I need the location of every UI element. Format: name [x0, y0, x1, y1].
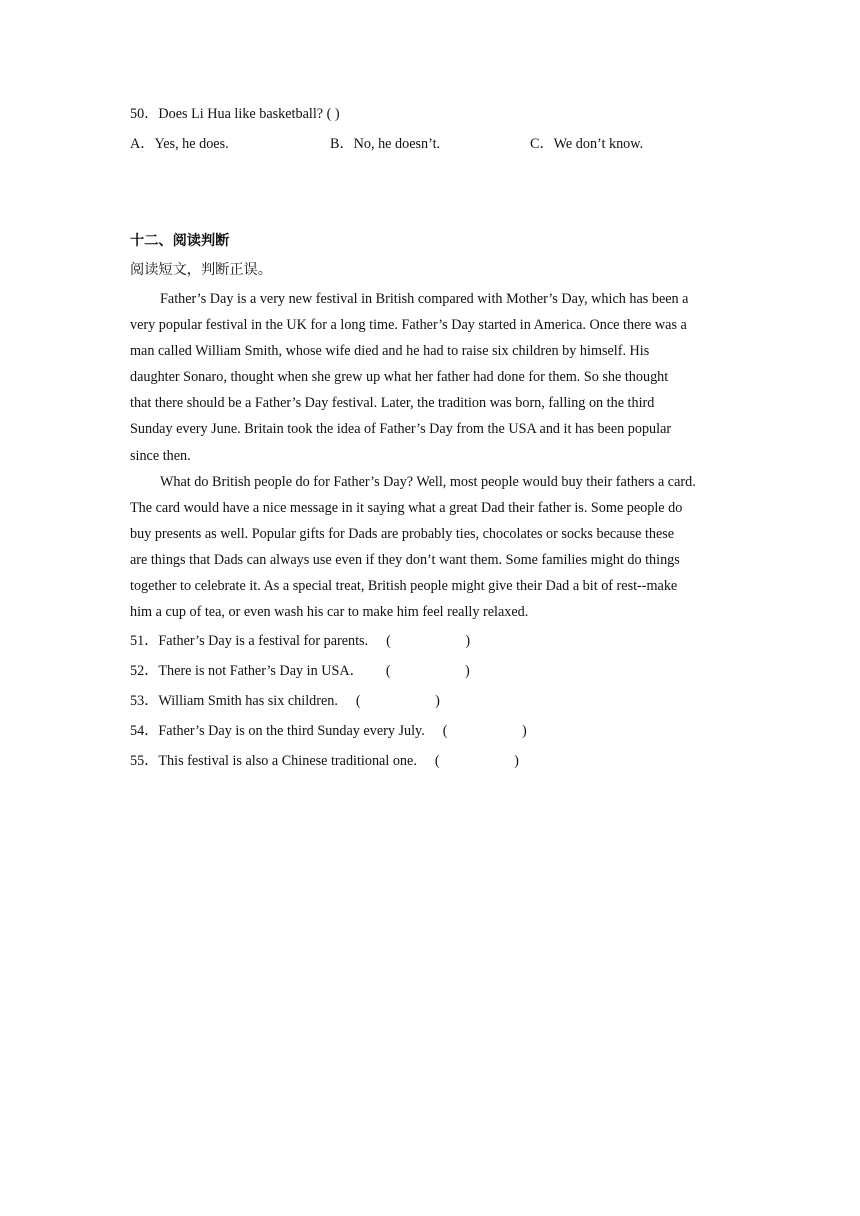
- passage-line: are things that Dads can always use even if they don’t want them. Some families might do things: [130, 552, 680, 569]
- question-53: [130, 691, 440, 711]
- passage-line: that there should be a Father’s Day festival. Later, the tradition was born, falling on the third: [130, 395, 655, 412]
- answer-blank[interactable]: ( ): [434, 753, 519, 769]
- question-number: 54．: [130, 723, 159, 739]
- passage-line: since then.: [130, 447, 191, 464]
- option-a-text: Yes, he does.: [154, 136, 229, 152]
- question-number: 51．: [130, 633, 159, 649]
- option-a: [130, 134, 229, 154]
- passage-line: Father’s Day is a very new festival in British compared with Mother’s Day, which has been a: [160, 291, 689, 307]
- passage-line: him a cup of tea, or even wash his car to make him feel really relaxed.: [130, 604, 529, 621]
- question-50-number: 50．: [130, 106, 159, 122]
- question-50-text: Does Li Hua like basketball? ( ): [158, 106, 340, 122]
- question-50: [130, 104, 340, 124]
- option-c-label: C．: [530, 136, 554, 152]
- answer-blank[interactable]: ( ): [386, 633, 471, 649]
- passage-line: What do British people do for Father’s Day? Well, most people would buy their fathers a card.: [160, 474, 696, 490]
- question-52: [130, 661, 470, 681]
- passage-line: man called William Smith, whose wife died and he had to raise six children by himself. His: [130, 343, 650, 360]
- passage-line: together to celebrate it. As a special treat, British people might give their Dad a bit of rest--make: [130, 578, 678, 595]
- passage-line: very popular festival in the UK for a long time. Father’s Day started in America. Once there was a: [130, 317, 687, 334]
- question-text: There is not Father’s Day in USA．: [158, 663, 364, 679]
- question-54: [130, 721, 527, 741]
- option-b: [330, 134, 440, 154]
- question-text: This festival is also a Chinese traditional one.: [158, 753, 417, 769]
- answer-blank[interactable]: ( ): [355, 693, 440, 709]
- question-text: Father’s Day is a festival for parents.: [158, 633, 369, 649]
- question-text: William Smith has six children.: [158, 693, 338, 709]
- question-number: 55．: [130, 753, 159, 769]
- option-b-text: No, he doesn’t.: [353, 136, 441, 152]
- question-number: 53．: [130, 693, 159, 709]
- question-number: 52．: [130, 663, 159, 679]
- passage-paragraph-2: [130, 469, 738, 626]
- section-title: 十二、阅读判断: [130, 233, 230, 249]
- option-b-label: B．: [330, 136, 354, 152]
- question-55: [130, 751, 519, 771]
- option-c: [530, 134, 643, 154]
- passage-line: Sunday every June. Britain took the idea of Father’s Day from the USA and it has been popular: [130, 421, 672, 438]
- question-51: [130, 631, 470, 651]
- answer-blank[interactable]: ( ): [385, 663, 470, 679]
- question-text: Father’s Day is on the third Sunday every July.: [158, 723, 425, 739]
- section-instruction: 阅读短文，判断正误。: [130, 262, 272, 278]
- passage-paragraph-1: [130, 286, 738, 469]
- answer-blank[interactable]: ( ): [442, 723, 527, 739]
- passage-line: daughter Sonaro, thought when she grew up what her father had done for them. So she thought: [130, 369, 669, 386]
- passage-line: The card would have a nice message in it saying what a great Dad their father is. Some people do: [130, 500, 683, 517]
- option-c-text: We don’t know.: [553, 136, 644, 152]
- passage-line: buy presents as well. Popular gifts for Dads are probably ties, chocolates or socks because these: [130, 526, 675, 543]
- option-a-label: A．: [130, 136, 155, 152]
